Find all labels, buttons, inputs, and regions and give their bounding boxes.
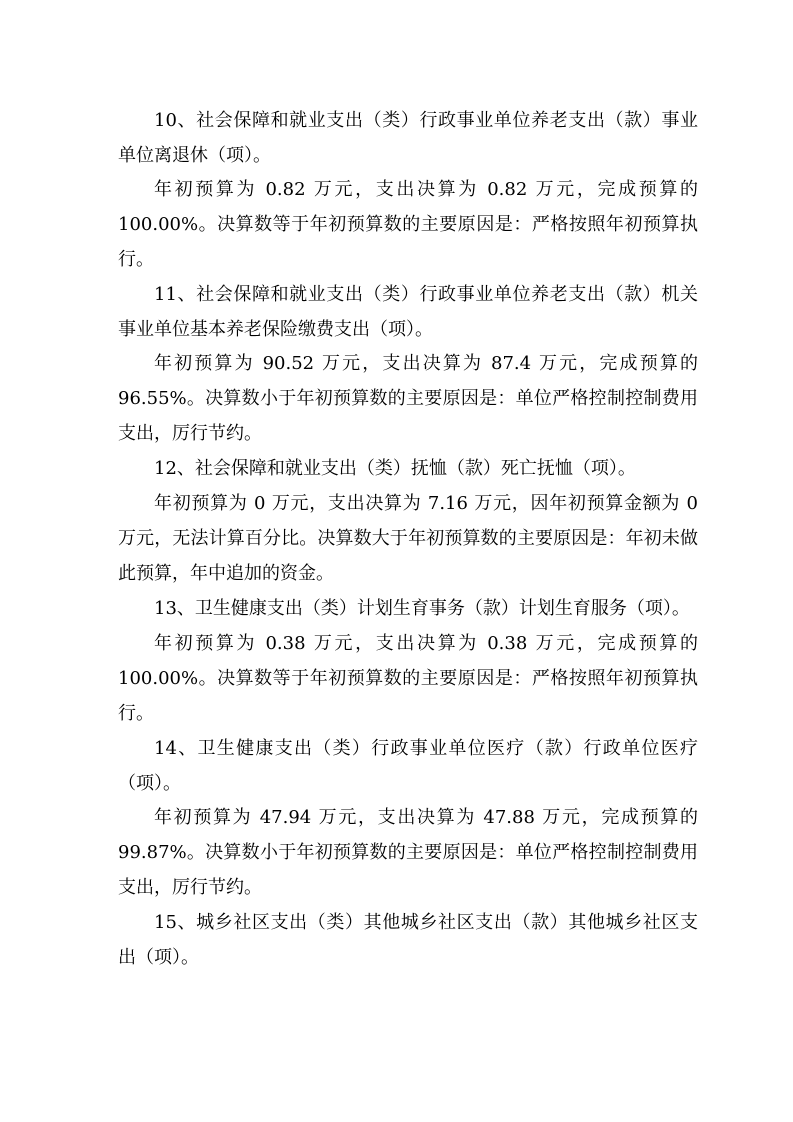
section-heading-12: 12、社会保障和就业支出（类）抚恤（款）死亡抚恤（项）。	[154, 458, 636, 479]
section-heading-15: 15、城乡社区支出（类）其他城乡社区支出（款）其他城乡社区支出（项）。	[118, 912, 698, 968]
section-heading-11: 11、社会保障和就业支出（类）行政事业单位养老支出（款）机关事业单位基本养老保险缴费支出（项）。	[118, 284, 698, 340]
section-body-11: 年初预算为 90.52 万元，支出决算为 87.4 万元，完成预算的 96.55%。决算数小于年初预算数的主要原因是：单位严格控制控制费用支出，厉行节约。	[118, 353, 698, 444]
section-body-13: 年初预算为 0.38 万元，支出决算为 0.38 万元，完成预算的 100.00%。决算数等于年初预算数的主要原因是：严格按照年初预算执行。	[118, 633, 698, 724]
section-heading-14: 14、卫生健康支出（类）行政事业单位医疗（款）行政单位医疗（项）。	[118, 738, 698, 794]
section-body-12: 年初预算为 0 万元，支出决算为 7.16 万元，因年初预算金额为 0 万元，无法计算百分比。决算数大于年初预算数的主要原因是：年初未做此预算，年中追加的资金。	[118, 493, 698, 584]
section-heading-13: 13、卫生健康支出（类）计划生育事务（款）计划生育服务（项）。	[154, 598, 690, 619]
section-heading-10: 10、社会保障和就业支出（类）行政事业单位养老支出（款）事业单位离退休（项）。	[118, 110, 698, 166]
section-body-10: 年初预算为 0.82 万元，支出决算为 0.82 万元，完成预算的 100.00%。决算数等于年初预算数的主要原因是：严格按照年初预算执行。	[118, 179, 698, 270]
section-body-14: 年初预算为 47.94 万元，支出决算为 47.88 万元，完成预算的 99.87%。决算数小于年初预算数的主要原因是：单位严格控制控制费用支出，厉行节约。	[118, 807, 698, 898]
